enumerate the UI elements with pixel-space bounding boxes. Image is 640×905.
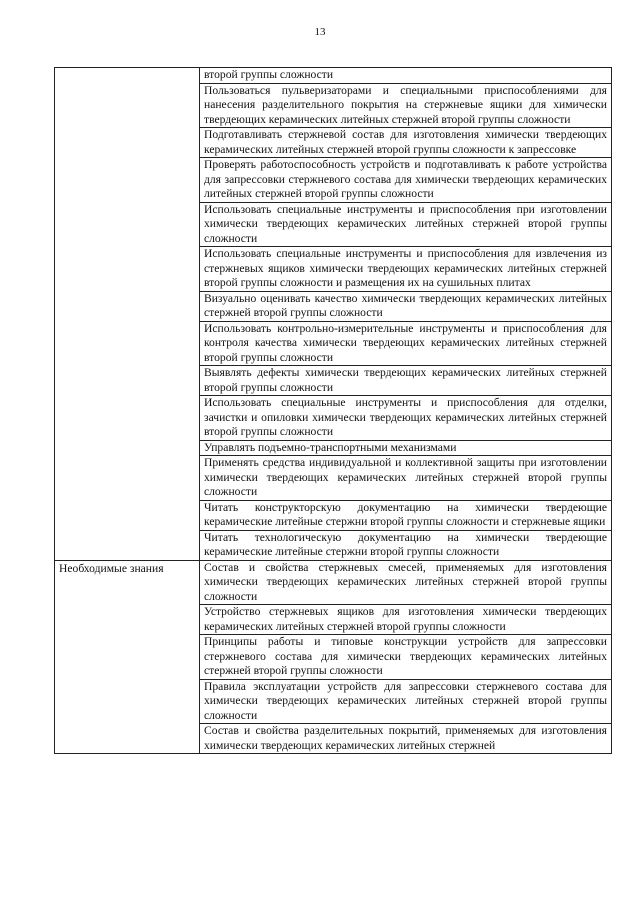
skill-item: Использовать специальные инструменты и приспособления для отделки, зачистки и опиловки химически твердеющих керамических литейных стержней второй группы сложности <box>200 396 612 441</box>
skill-item: Использовать специальные инструменты и приспособления для извлечения из стержневых ящиков химически твердеющих керамических литейных стержней второй группы сложности и размещения их на сушильных плитах <box>200 247 612 292</box>
knowledge-item: Устройство стержневых ящиков для изготовления химически твердеющих керамических литейных стержней второй группы сложности <box>200 605 612 635</box>
section-label-text <box>59 68 195 69</box>
skill-item: Проверять работоспособность устройств и подготавливать к работе устройства для запрессовки стержневого состава для химически твердеющих керамических литейных стержней второй группы сложности <box>200 158 612 203</box>
skill-item: Подготавливать стержневой состав для изготовления химически твердеющих керамических литейных стержней второй группы сложности к запрессовке <box>200 128 612 158</box>
section-label-text: Необходимые знания <box>59 561 164 575</box>
skill-item: Использовать контрольно-измерительные инструменты и приспособления для контроля качества химически твердеющих керамических литейных стержней второй группы сложности <box>200 321 612 366</box>
page-number: 13 <box>314 26 326 38</box>
skill-item: Пользоваться пульверизаторами и специальными приспособлениями для нанесения разделительного покрытия на стержневые ящики для химически твердеющих керамических литейных стержней второй группы сложности <box>200 83 612 128</box>
table-row <box>55 68 612 84</box>
skill-item: Управлять подъемно-транспортными механизмами <box>200 440 612 456</box>
knowledge-item: Состав и свойства разделительных покрытий, применяемых для изготовления химически твердеющих керамических литейных стержней <box>200 724 612 754</box>
skill-item: второй группы сложности <box>200 68 612 84</box>
table-row <box>55 560 612 605</box>
knowledge-item: Состав и свойства стержневых смесей, применяемых для изготовления химически твердеющих керамических литейных стержней второй группы сложности <box>200 560 612 605</box>
section-label-skills <box>55 68 200 561</box>
skill-item: Визуально оценивать качество химически твердеющих керамических литейных стержней второй группы сложности <box>200 291 612 321</box>
skill-item: Выявлять дефекты химически твердеющих керамических литейных стержней второй группы сложности <box>200 366 612 396</box>
skill-item: Использовать специальные инструменты и приспособления при изготовлении химически твердеющих керамических литейных стержней второй группы сложности <box>200 202 612 247</box>
knowledge-item: Принципы работы и типовые конструкции устройств для запрессовки стержневого состава для химически твердеющих керамических литейных стержней второй группы сложности <box>200 635 612 680</box>
section-label-knowledge <box>55 560 200 754</box>
skill-item: Читать конструкторскую документацию на химически твердеющие керамические литейные стержни второй группы сложности и стержневые ящики <box>200 500 612 530</box>
requirements-table <box>54 67 612 754</box>
skill-item: Применять средства индивидуальной и коллективной защиты при изготовлении химически твердеющих керамических литейных стержней второй группы сложности <box>200 456 612 501</box>
skill-item: Читать технологическую документацию на химически твердеющие керамические литейные стержни второй группы сложности <box>200 530 612 560</box>
knowledge-item: Правила эксплуатации устройств для запрессовки стержневого состава для химически твердеющих керамических литейных стержней второй группы сложности <box>200 679 612 724</box>
